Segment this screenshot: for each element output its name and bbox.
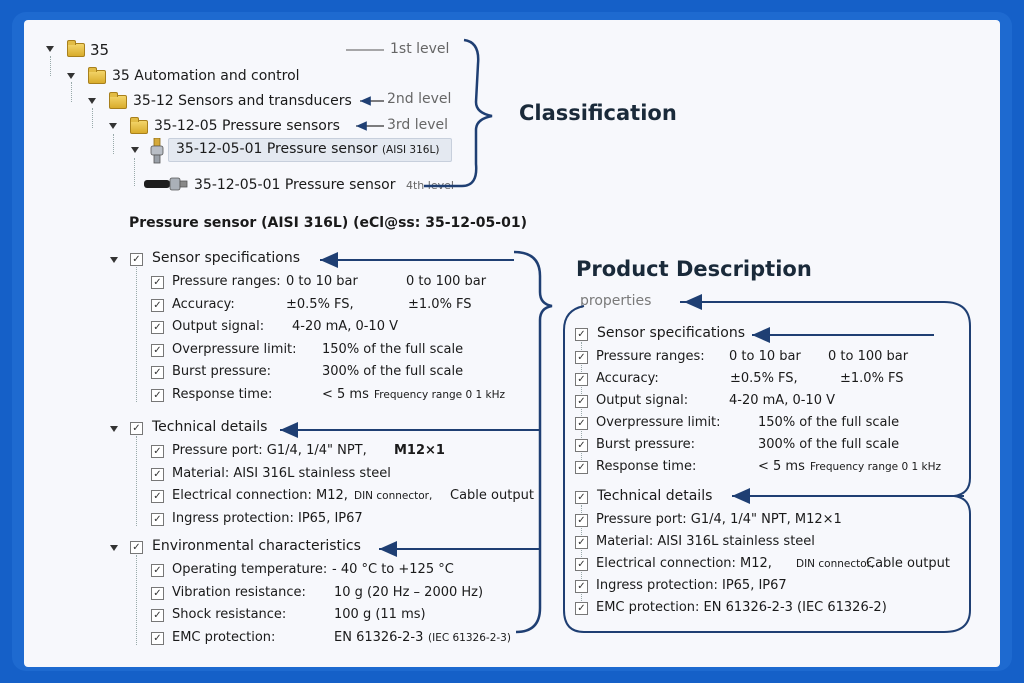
property-value: Cable output xyxy=(450,488,534,503)
diagram-canvas xyxy=(24,20,1000,667)
section-checkbox[interactable]: ✓ xyxy=(130,541,143,554)
right-panel-bracket xyxy=(564,302,970,632)
property-label: Accuracy: xyxy=(596,371,659,386)
tree-node-l5-code: 35-12-05-01 Pressure sensor xyxy=(176,141,378,157)
property-value: ±0.5% FS, xyxy=(730,371,798,386)
section-checkbox[interactable]: ✓ xyxy=(575,491,588,504)
connector-overlay xyxy=(24,20,1000,667)
row-checkbox[interactable]: ✓ xyxy=(151,276,164,289)
row-checkbox[interactable]: ✓ xyxy=(575,439,588,452)
property-value: ±1.0% FS xyxy=(408,296,472,312)
classification-label: Classification xyxy=(519,101,677,125)
section-checkbox[interactable]: ✓ xyxy=(575,328,588,341)
property-value: 300% of the full scale xyxy=(322,364,464,379)
property-value: DIN connector, xyxy=(796,558,875,570)
property-value: 4-20 mA, 0-10 V xyxy=(729,393,835,408)
product-description-brace xyxy=(514,252,552,632)
property-value: EN 61326-2-3 xyxy=(334,629,424,645)
property-label: Material: AISI 316L stainless steel xyxy=(596,534,815,549)
row-checkbox[interactable]: ✓ xyxy=(151,468,164,481)
property-value: < 5 ms xyxy=(322,386,369,402)
section-checkbox[interactable]: ✓ xyxy=(130,422,143,435)
property-label: Burst pressure: xyxy=(172,364,272,379)
property-value: Cable output xyxy=(866,556,950,571)
tree-node-l5-suffix: (AISI 316L) xyxy=(381,144,440,156)
property-label: Overpressure limit: xyxy=(596,415,721,430)
property-value: ±1.0% FS xyxy=(840,371,904,386)
row-checkbox[interactable]: ✓ xyxy=(151,609,164,622)
product-title: Pressure sensor (AISI 316L) (eCl@ss: 35-12-05-01) xyxy=(129,215,527,231)
row-checkbox[interactable]: ✓ xyxy=(151,366,164,379)
section-checkbox[interactable]: ✓ xyxy=(130,253,143,266)
row-checkbox[interactable]: ✓ xyxy=(575,558,588,571)
property-value: - 40 °C to +125 °C xyxy=(332,562,454,577)
level-label-2nd: 2nd level xyxy=(387,91,452,107)
tree-node-l4[interactable]: 35-12-05 Pressure sensors xyxy=(154,118,340,134)
row-checkbox[interactable]: ✓ xyxy=(575,514,588,527)
row-checkbox[interactable]: ✓ xyxy=(151,513,164,526)
property-value: ±0.5% FS, xyxy=(286,296,354,312)
property-value: 0 to 10 bar xyxy=(286,274,358,289)
row-checkbox[interactable]: ✓ xyxy=(575,373,588,386)
property-label: Response time: xyxy=(596,459,697,474)
row-checkbox[interactable]: ✓ xyxy=(575,580,588,593)
row-checkbox[interactable]: ✓ xyxy=(151,587,164,600)
properties-label: properties xyxy=(580,293,652,309)
property-label: Pressure port: G1/4, 1/4" NPT, M12×1 xyxy=(596,512,842,527)
section-title: Technical details xyxy=(152,419,268,435)
property-label: Shock resistance: xyxy=(172,607,287,622)
property-label: EMC protection: xyxy=(172,629,276,645)
property-value: 300% of the full scale xyxy=(758,437,900,452)
property-label: Operating temperature: xyxy=(172,562,328,577)
property-label: Pressure port: G1/4, 1/4" NPT, xyxy=(172,443,367,458)
row-checkbox[interactable]: ✓ xyxy=(151,321,164,334)
tree-node-l6[interactable]: 35-12-05-01 Pressure sensor xyxy=(194,177,396,193)
property-value: (IEC 61326-2-3) xyxy=(428,631,511,644)
row-checkbox[interactable]: ✓ xyxy=(575,395,588,408)
property-value: Frequency range 0 1 kHz xyxy=(810,461,941,473)
property-value: 10 g (20 Hz – 2000 Hz) xyxy=(334,584,484,600)
property-value: 150% of the full scale xyxy=(758,415,900,430)
property-value: 100 g (11 ms) xyxy=(334,607,426,622)
row-checkbox[interactable]: ✓ xyxy=(151,389,164,402)
property-label: Pressure ranges: xyxy=(596,349,705,364)
tree-node-l2[interactable]: 35 Automation and control xyxy=(112,68,300,84)
property-value: 0 to 100 bar xyxy=(828,349,909,364)
level-label-1st: 1st level xyxy=(390,41,450,57)
property-value: < 5 ms xyxy=(758,459,805,474)
row-checkbox[interactable]: ✓ xyxy=(151,344,164,357)
row-checkbox[interactable]: ✓ xyxy=(575,602,588,615)
property-label: Output signal: xyxy=(596,393,689,408)
property-value: 0 to 100 bar xyxy=(406,274,487,289)
property-value: 150% of the full scale xyxy=(322,341,464,357)
property-label: Vibration resistance: xyxy=(172,584,306,600)
section-title: Environmental characteristics xyxy=(152,538,361,554)
tree-node-l1[interactable]: 35 xyxy=(90,41,110,59)
level-label-4th: 4th level xyxy=(406,179,454,192)
property-label: Ingress protection: IP65, IP67 xyxy=(172,510,363,526)
property-label: Response time: xyxy=(172,386,273,402)
property-value: DIN connector, xyxy=(354,490,433,502)
property-value: Frequency range 0 1 kHz xyxy=(374,388,505,401)
row-checkbox[interactable]: ✓ xyxy=(575,461,588,474)
level-label-3rd: 3rd level xyxy=(387,117,449,133)
row-checkbox[interactable]: ✓ xyxy=(575,536,588,549)
property-label: Accuracy: xyxy=(172,296,235,312)
section-title: Sensor specifications xyxy=(597,325,746,341)
product-description-label: Product Description xyxy=(576,257,812,281)
property-value: 4-20 mA, 0-10 V xyxy=(292,319,398,334)
property-label: Burst pressure: xyxy=(596,437,696,452)
property-label: Electrical connection: M12, xyxy=(172,488,348,503)
property-label: Pressure ranges: xyxy=(172,274,281,289)
row-checkbox[interactable]: ✓ xyxy=(575,417,588,430)
row-checkbox[interactable]: ✓ xyxy=(151,490,164,503)
row-checkbox[interactable]: ✓ xyxy=(151,299,164,312)
row-checkbox[interactable]: ✓ xyxy=(575,351,588,364)
row-checkbox[interactable]: ✓ xyxy=(151,632,164,645)
classification-brace xyxy=(424,40,492,186)
property-label: Electrical connection: M12, xyxy=(596,556,772,571)
property-value: 0 to 10 bar xyxy=(729,349,801,364)
row-checkbox[interactable]: ✓ xyxy=(151,564,164,577)
property-label: Ingress protection: IP65, IP67 xyxy=(596,578,787,593)
section-title: Technical details xyxy=(597,488,713,504)
property-value: M12×1 xyxy=(394,443,445,458)
property-label: EMC protection: EN 61326-2-3 (IEC 61326-2) xyxy=(596,600,887,615)
tree-node-l3[interactable]: 35-12 Sensors and transducers xyxy=(133,93,352,109)
section-title: Sensor specifications xyxy=(152,250,301,266)
row-checkbox[interactable]: ✓ xyxy=(151,445,164,458)
property-label: Output signal: xyxy=(172,319,265,334)
property-label: Overpressure limit: xyxy=(172,341,297,357)
property-label: Material: AISI 316L stainless steel xyxy=(172,465,391,481)
